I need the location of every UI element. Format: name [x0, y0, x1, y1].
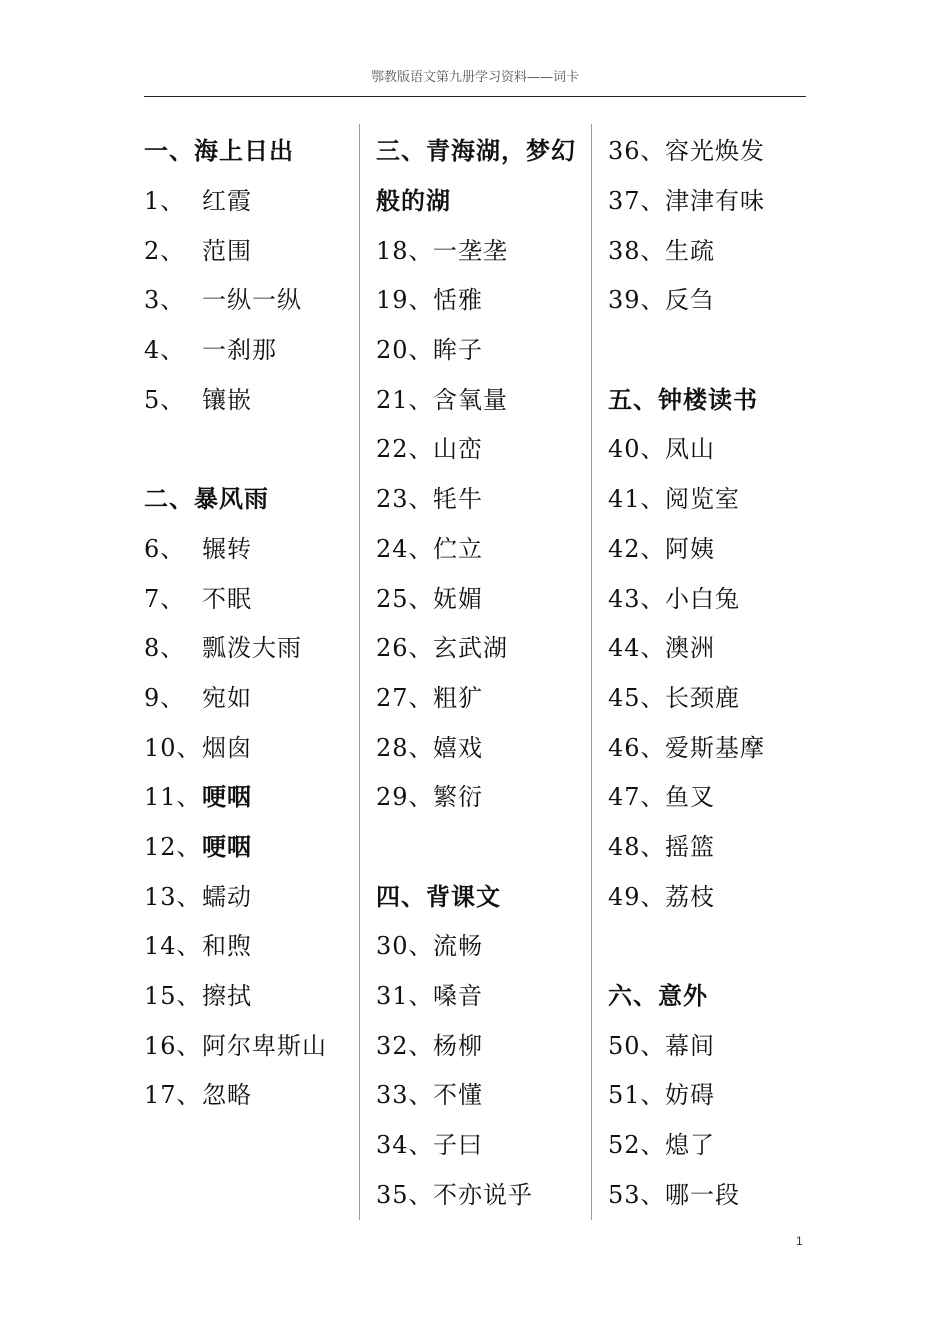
- word-number: 31、: [376, 982, 434, 1011]
- word-number: 53、: [608, 1180, 666, 1209]
- word-item: [376, 770, 586, 820]
- word-text: 哽咽: [202, 831, 252, 861]
- word-number: 20、: [376, 336, 434, 365]
- word-item: [376, 621, 586, 671]
- word-item: [144, 919, 354, 969]
- word-text: 辗转: [202, 534, 252, 563]
- word-item: [608, 1068, 808, 1118]
- word-number: 42、: [608, 534, 666, 563]
- word-item: [144, 174, 354, 224]
- word-number: 48、: [608, 832, 666, 861]
- word-item: [144, 869, 354, 919]
- word-number: 38、: [608, 236, 666, 265]
- word-item: [376, 969, 586, 1019]
- word-number: 5、: [144, 385, 186, 414]
- word-text: 玄武湖: [433, 634, 508, 663]
- word-text: 繁衍: [433, 783, 483, 812]
- word-text: 嗓音: [433, 982, 483, 1011]
- word-number: 2、: [144, 236, 186, 265]
- word-item: [608, 1167, 808, 1217]
- word-number: 28、: [376, 733, 434, 762]
- word-item: [376, 323, 586, 373]
- word-text: 牦牛: [433, 485, 483, 514]
- word-number: 45、: [608, 683, 666, 712]
- word-text: 生疏: [665, 236, 715, 265]
- word-item: [376, 571, 586, 621]
- word-text: 红霞: [202, 187, 252, 216]
- word-number: 3、: [144, 286, 186, 315]
- word-number: 50、: [608, 1031, 666, 1060]
- word-item: [144, 323, 354, 373]
- blank-line: [144, 422, 354, 472]
- word-item: [144, 820, 354, 870]
- word-number: 1、: [144, 187, 186, 216]
- section-heading: 般的湖: [376, 186, 451, 216]
- word-text: 宛如: [202, 683, 252, 712]
- word-number: 49、: [608, 882, 666, 911]
- word-text: 哽咽: [202, 782, 252, 812]
- word-number: 41、: [608, 485, 666, 514]
- word-item: [608, 1118, 808, 1168]
- word-text: 小白兔: [665, 584, 740, 613]
- word-number: 13、: [144, 882, 202, 911]
- word-text: 嬉戏: [433, 733, 483, 762]
- word-number: 44、: [608, 634, 666, 663]
- word-number: 36、: [608, 137, 666, 166]
- word-number: 6、: [144, 534, 186, 563]
- word-item: [376, 372, 586, 422]
- word-text: 一纵一纵: [202, 286, 302, 315]
- section-heading: 一、海上日出: [144, 136, 294, 166]
- word-item: [144, 1068, 354, 1118]
- word-text: 阿姨: [665, 534, 715, 563]
- word-item: [608, 671, 808, 721]
- word-item: [608, 174, 808, 224]
- word-item: [608, 223, 808, 273]
- word-text: 荔枝: [665, 882, 715, 911]
- word-item: [144, 571, 354, 621]
- word-text: 一垄垄: [433, 236, 508, 265]
- word-item: [144, 720, 354, 770]
- word-number: 30、: [376, 932, 434, 961]
- word-number: 46、: [608, 733, 666, 762]
- word-text: 爱斯基摩: [665, 733, 765, 762]
- word-column-1: [144, 124, 354, 1118]
- word-text: 鱼叉: [665, 783, 715, 812]
- word-text: 妨碍: [665, 1081, 715, 1110]
- word-text: 不亦说乎: [433, 1180, 533, 1209]
- word-text: 蠕动: [202, 882, 252, 911]
- word-number: 14、: [144, 932, 202, 961]
- word-number: 32、: [376, 1031, 434, 1060]
- word-number: 25、: [376, 584, 434, 613]
- word-text: 哪一段: [665, 1180, 740, 1209]
- word-item: [608, 273, 808, 323]
- word-item: [144, 273, 354, 323]
- blank-line: [376, 820, 586, 870]
- page-header: 鄂教版语文第九册学习资料——词卡: [370, 70, 579, 85]
- word-text: 子曰: [433, 1131, 483, 1160]
- word-text: 含氧量: [433, 385, 508, 414]
- word-text: 范围: [202, 236, 252, 265]
- word-item: [144, 372, 354, 422]
- word-number: 9、: [144, 683, 186, 712]
- word-text: 容光焕发: [665, 137, 765, 166]
- word-number: 52、: [608, 1131, 666, 1160]
- word-number: 37、: [608, 187, 666, 216]
- section-heading: 五、钟楼读书: [608, 384, 758, 414]
- page-number: 1: [796, 1234, 803, 1248]
- word-text: 山峦: [433, 435, 483, 464]
- word-text: 和煦: [202, 932, 252, 961]
- header-rule: [144, 96, 806, 97]
- word-item: [376, 472, 586, 522]
- word-number: 40、: [608, 435, 666, 464]
- word-number: 43、: [608, 584, 666, 613]
- word-number: 19、: [376, 286, 434, 315]
- word-item: [376, 273, 586, 323]
- word-column-3: [608, 124, 808, 1217]
- word-number: 51、: [608, 1081, 666, 1110]
- word-number: 12、: [144, 832, 202, 861]
- column-divider-1: [359, 124, 360, 1220]
- word-number: 39、: [608, 286, 666, 315]
- section-heading: 二、暴风雨: [144, 484, 269, 514]
- word-number: 23、: [376, 485, 434, 514]
- section-heading: 四、背课文: [376, 881, 501, 911]
- word-item: [608, 472, 808, 522]
- word-text: 阿尔卑斯山: [202, 1031, 327, 1060]
- word-number: 24、: [376, 534, 434, 563]
- section-heading: 六、意外: [608, 981, 708, 1011]
- word-item: [144, 223, 354, 273]
- word-number: 27、: [376, 683, 434, 712]
- word-item: [376, 1118, 586, 1168]
- word-text: 忽略: [202, 1081, 252, 1110]
- word-text: 凤山: [665, 435, 715, 464]
- word-item: [608, 621, 808, 671]
- word-text: 镶嵌: [202, 385, 252, 414]
- word-number: 8、: [144, 634, 186, 663]
- word-number: 22、: [376, 435, 434, 464]
- word-text: 不眠: [202, 584, 252, 613]
- word-text: 澳洲: [665, 634, 715, 663]
- word-number: 15、: [144, 982, 202, 1011]
- word-number: 34、: [376, 1131, 434, 1160]
- word-text: 反刍: [665, 286, 715, 315]
- word-text: 粗犷: [433, 683, 483, 712]
- word-column-2: [376, 124, 586, 1217]
- word-text: 眸子: [433, 336, 483, 365]
- word-item: [144, 522, 354, 572]
- word-item: [144, 621, 354, 671]
- word-item: [608, 1018, 808, 1068]
- word-text: 烟囱: [202, 733, 252, 762]
- word-text: 长颈鹿: [665, 683, 740, 712]
- word-number: 35、: [376, 1180, 434, 1209]
- word-number: 7、: [144, 584, 186, 613]
- word-item: [608, 124, 808, 174]
- word-text: 伫立: [433, 534, 483, 563]
- word-item: [144, 770, 354, 820]
- word-item: [376, 1167, 586, 1217]
- section-heading: 三、青海湖，梦幻: [376, 136, 576, 166]
- word-number: 17、: [144, 1081, 202, 1110]
- word-number: 4、: [144, 336, 186, 365]
- word-text: 津津有味: [665, 187, 765, 216]
- word-number: 26、: [376, 634, 434, 663]
- word-text: 摇篮: [665, 832, 715, 861]
- word-text: 恬雅: [433, 286, 483, 315]
- word-number: 47、: [608, 783, 666, 812]
- word-text: 流畅: [433, 932, 483, 961]
- word-item: [144, 1018, 354, 1068]
- word-text: 擦拭: [202, 982, 252, 1011]
- word-number: 21、: [376, 385, 434, 414]
- word-item: [376, 223, 586, 273]
- blank-line: [608, 323, 808, 373]
- word-text: 瓢泼大雨: [202, 634, 302, 663]
- word-item: [376, 720, 586, 770]
- word-item: [608, 869, 808, 919]
- word-text: 阅览室: [665, 485, 740, 514]
- word-item: [376, 919, 586, 969]
- word-number: 33、: [376, 1081, 434, 1110]
- word-item: [608, 571, 808, 621]
- word-text: 一刹那: [202, 336, 277, 365]
- word-item: [376, 422, 586, 472]
- word-item: [144, 969, 354, 1019]
- word-item: [376, 522, 586, 572]
- word-number: 16、: [144, 1031, 202, 1060]
- word-text: 熄了: [665, 1131, 715, 1160]
- word-item: [144, 671, 354, 721]
- word-text: 杨柳: [433, 1031, 483, 1060]
- word-item: [376, 1018, 586, 1068]
- word-item: [608, 770, 808, 820]
- word-text: 不懂: [433, 1081, 483, 1110]
- word-number: 10、: [144, 733, 202, 762]
- word-item: [376, 1068, 586, 1118]
- word-number: 18、: [376, 236, 434, 265]
- column-divider-2: [591, 124, 592, 1220]
- word-number: 29、: [376, 783, 434, 812]
- word-item: [376, 671, 586, 721]
- blank-line: [608, 919, 808, 969]
- word-item: [608, 820, 808, 870]
- word-item: [608, 522, 808, 572]
- word-item: [608, 720, 808, 770]
- word-number: 11、: [144, 783, 202, 812]
- word-text: 幕间: [665, 1031, 715, 1060]
- word-text: 妩媚: [433, 584, 483, 613]
- word-item: [608, 422, 808, 472]
